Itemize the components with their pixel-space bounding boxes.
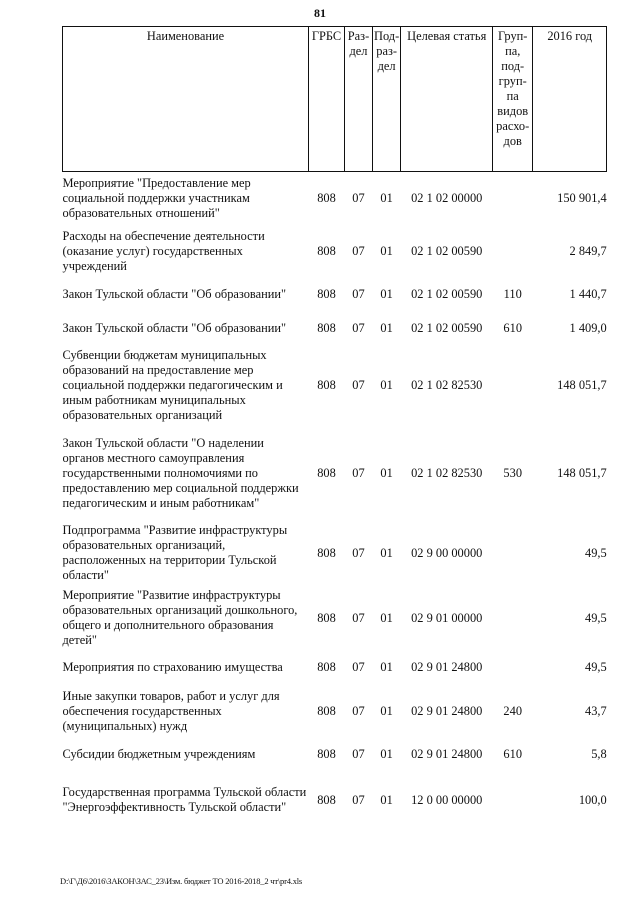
row-podrazdel: 01 xyxy=(380,747,393,761)
row-name: Субвенции бюджетам муниципальных образований на предоставление мер социальной поддержки педагогическим и иным работникам муниципальных образовательных организаций xyxy=(62,348,283,422)
row-grbs: 808 xyxy=(317,545,336,560)
row-amount-2016: 49,5 xyxy=(585,545,607,560)
row-target-article: 02 1 02 00000 xyxy=(411,190,483,205)
row-name: Подпрограмма "Развитие инфраструктуры образовательных организаций, расположенных на территории Тульской области" xyxy=(62,523,288,582)
row-expense-group: 610 xyxy=(503,747,523,761)
header-group: Груп- па, под- груп- па видов расхо- дов xyxy=(493,27,533,172)
row-grbs: 808 xyxy=(317,610,336,625)
row-name: Субсидии бюджетным учреждениям xyxy=(62,747,256,761)
row-amount-2016: 148 051,7 xyxy=(557,378,607,392)
row-target-article: 02 1 02 00590 xyxy=(411,243,483,258)
row-podrazdel: 01 xyxy=(380,321,393,335)
row-expense-group: 110 xyxy=(503,287,522,301)
row-name: Расходы на обеспечение деятельности (оказание услуг) государственных учреждений xyxy=(62,228,265,273)
row-target-article: 12 0 00 00000 xyxy=(411,792,483,807)
row-podrazdel: 01 xyxy=(380,545,393,560)
budget-table xyxy=(62,26,607,829)
table-row xyxy=(63,225,607,278)
row-amount-2016: 150 901,4 xyxy=(557,190,607,205)
row-grbs: 808 xyxy=(317,747,336,761)
table-row xyxy=(63,346,607,426)
row-name: Мероприятия по страхованию имущества xyxy=(62,660,283,674)
row-amount-2016: 2 849,7 xyxy=(569,243,607,258)
row-target-article: 02 9 01 24800 xyxy=(411,747,483,761)
row-target-article: 02 9 01 00000 xyxy=(411,610,483,625)
row-podrazdel: 01 xyxy=(380,287,393,301)
row-target-article: 02 1 02 82530 xyxy=(411,465,483,480)
row-razdel: 07 xyxy=(352,545,365,560)
row-amount-2016: 43,7 xyxy=(585,703,607,718)
row-amount-2016: 49,5 xyxy=(585,610,607,625)
table-row xyxy=(63,312,607,346)
row-name: Закон Тульской области "О наделении органов местного самоуправления государственными полномочиями по предоставлению мер социальной поддержки педагогическим и иным работникам" xyxy=(62,435,299,510)
row-razdel: 07 xyxy=(352,747,365,761)
row-grbs: 808 xyxy=(317,243,336,258)
file-path-footer: D:\Г\Д6\2016\ЗАКОН\ЗАС_23\Изм. бюджет ТО 2016-2018_2 чт\pr4.xls xyxy=(60,876,303,886)
row-name: Закон Тульской области "Об образовании" xyxy=(62,321,287,335)
row-expense-group xyxy=(493,651,533,685)
row-grbs: 808 xyxy=(317,378,336,392)
table-row xyxy=(63,772,607,829)
row-expense-group xyxy=(493,346,533,426)
table-row xyxy=(63,172,607,225)
row-amount-2016: 148 051,7 xyxy=(557,465,607,480)
row-name: Государственная программа Тульской области "Энергоэффективность Тульской области" xyxy=(62,785,307,814)
row-podrazdel: 01 xyxy=(380,792,393,807)
row-razdel: 07 xyxy=(352,792,365,807)
row-grbs: 808 xyxy=(317,465,336,480)
page-number: 81 xyxy=(314,6,326,20)
row-razdel: 07 xyxy=(352,465,365,480)
header-razdel: Раз- дел xyxy=(345,27,373,172)
row-razdel: 07 xyxy=(352,243,365,258)
table-header-row xyxy=(63,27,607,172)
table-row xyxy=(63,586,607,651)
row-podrazdel: 01 xyxy=(380,378,393,392)
row-expense-group xyxy=(493,586,533,651)
table-row xyxy=(63,651,607,685)
row-podrazdel: 01 xyxy=(380,243,393,258)
table-row xyxy=(63,278,607,312)
row-target-article: 02 9 00 00000 xyxy=(411,545,483,560)
header-podrazdel: Под- раз- дел xyxy=(373,27,401,172)
row-grbs: 808 xyxy=(317,321,336,335)
row-razdel: 07 xyxy=(352,321,365,335)
header-grbs: ГРБС xyxy=(309,27,345,172)
row-razdel: 07 xyxy=(352,190,365,205)
row-name: Закон Тульской области "Об образовании" xyxy=(62,287,287,301)
row-expense-group xyxy=(493,772,533,829)
row-name: Мероприятие "Предоставление мер социальной поддержки участникам образовательных отношений" xyxy=(62,175,251,220)
row-grbs: 808 xyxy=(317,703,336,718)
row-podrazdel: 01 xyxy=(380,190,393,205)
row-razdel: 07 xyxy=(352,378,365,392)
row-target-article: 02 1 02 00590 xyxy=(411,321,483,335)
header-target: Целевая статья xyxy=(401,27,493,172)
table-row xyxy=(63,685,607,738)
table-row xyxy=(63,426,607,521)
row-target-article: 02 1 02 82530 xyxy=(411,378,483,392)
row-name: Мероприятие "Развитие инфраструктуры образовательных организаций дошкольного, общего и дополнительного образования детей" xyxy=(62,588,298,647)
row-amount-2016: 5,8 xyxy=(591,747,607,761)
row-podrazdel: 01 xyxy=(380,610,393,625)
row-amount-2016: 49,5 xyxy=(585,660,607,674)
row-target-article: 02 9 01 24800 xyxy=(411,703,483,718)
row-grbs: 808 xyxy=(317,660,336,674)
row-amount-2016: 1 409,0 xyxy=(569,321,607,335)
header-year: 2016 год xyxy=(533,27,607,172)
table-row xyxy=(63,738,607,772)
row-expense-group xyxy=(493,521,533,586)
row-amount-2016: 100,0 xyxy=(578,792,607,807)
row-grbs: 808 xyxy=(317,190,336,205)
row-expense-group: 530 xyxy=(503,465,523,480)
row-target-article: 02 9 01 24800 xyxy=(411,660,483,674)
row-amount-2016: 1 440,7 xyxy=(569,287,607,301)
header-name: Наименование xyxy=(63,27,309,172)
row-expense-group: 610 xyxy=(503,321,523,335)
row-razdel: 07 xyxy=(352,660,365,674)
row-expense-group: 240 xyxy=(503,703,523,718)
row-razdel: 07 xyxy=(352,287,365,301)
row-razdel: 07 xyxy=(352,703,365,718)
row-podrazdel: 01 xyxy=(380,703,393,718)
row-grbs: 808 xyxy=(317,287,336,301)
row-podrazdel: 01 xyxy=(380,465,393,480)
row-expense-group xyxy=(493,225,533,278)
row-name: Иные закупки товаров, работ и услуг для обеспечения государственных (муниципальных) нужд xyxy=(62,688,280,733)
row-grbs: 808 xyxy=(317,792,336,807)
row-expense-group xyxy=(493,172,533,225)
row-podrazdel: 01 xyxy=(380,660,393,674)
table-row xyxy=(63,521,607,586)
row-razdel: 07 xyxy=(352,610,365,625)
row-target-article: 02 1 02 00590 xyxy=(411,287,483,301)
